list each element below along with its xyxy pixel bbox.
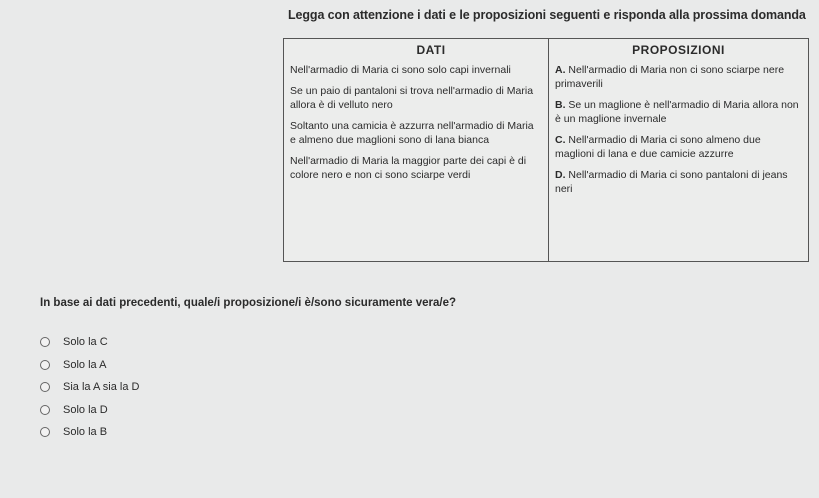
proposizioni-column bbox=[549, 39, 808, 261]
instruction-text: Legga con attenzione i dati e le proposizioni seguenti e risponda alla prossima domanda bbox=[288, 8, 806, 22]
proposizione-letter: A. bbox=[555, 64, 566, 76]
option-label[interactable]: Solo la A bbox=[63, 358, 107, 371]
answer-options bbox=[40, 332, 139, 445]
option-label[interactable]: Solo la C bbox=[63, 336, 108, 348]
option-solo-d[interactable] bbox=[40, 400, 139, 420]
proposizione-d bbox=[555, 168, 802, 196]
option-solo-c[interactable] bbox=[40, 332, 139, 352]
question-text: In base ai dati precedenti, quale/i proposizione/i è/sono sicuramente vera/e? bbox=[40, 297, 457, 309]
dato-item: Soltanto una camicia è azzurra nell'armadio di Maria e almeno due maglioni sono di lana bianca bbox=[290, 120, 534, 146]
proposizione-c bbox=[555, 133, 802, 161]
data-propositions-table bbox=[283, 38, 809, 262]
radio-button[interactable] bbox=[40, 360, 50, 370]
proposizione-text: Nell'armadio di Maria non ci sono sciarpe nere primaverili bbox=[555, 64, 785, 90]
radio-button[interactable] bbox=[40, 337, 50, 347]
option-sia-a-sia-d[interactable] bbox=[40, 377, 139, 397]
proposizioni-header: PROPOSIZIONI bbox=[632, 43, 725, 57]
radio-button[interactable] bbox=[40, 427, 50, 437]
dati-header: DATI bbox=[416, 43, 446, 57]
dato-item: Nell'armadio di Maria la maggior parte dei capi è di colore nero e non ci sono sciarpe verdi bbox=[290, 155, 527, 181]
proposizione-text: Nell'armadio di Maria ci sono pantaloni di jeans neri bbox=[555, 169, 788, 195]
option-label[interactable]: Sia la A sia la D bbox=[63, 381, 140, 393]
radio-button[interactable] bbox=[40, 405, 50, 415]
proposizione-letter: C. bbox=[555, 134, 566, 146]
option-solo-b[interactable] bbox=[40, 422, 139, 442]
radio-button[interactable] bbox=[40, 382, 50, 392]
proposizione-a bbox=[555, 63, 802, 91]
proposizione-text: Se un maglione è nell'armadio di Maria allora non è un maglione invernale bbox=[555, 99, 799, 125]
option-label[interactable]: Solo la B bbox=[63, 426, 108, 438]
proposizione-letter: B. bbox=[555, 99, 566, 111]
dati-column bbox=[284, 39, 549, 261]
proposizione-letter: D. bbox=[555, 169, 566, 181]
option-label[interactable]: Solo la D bbox=[63, 403, 108, 416]
option-solo-a[interactable] bbox=[40, 355, 139, 375]
proposizione-text: Nell'armadio di Maria ci sono almeno due maglioni di lana e due camicie azzurre bbox=[555, 134, 761, 160]
proposizione-b bbox=[555, 98, 802, 126]
dato-item: Se un paio di pantaloni si trova nell'armadio di Maria allora è di velluto nero bbox=[290, 85, 534, 111]
dato-item: Nell'armadio di Maria ci sono solo capi invernali bbox=[290, 64, 511, 76]
